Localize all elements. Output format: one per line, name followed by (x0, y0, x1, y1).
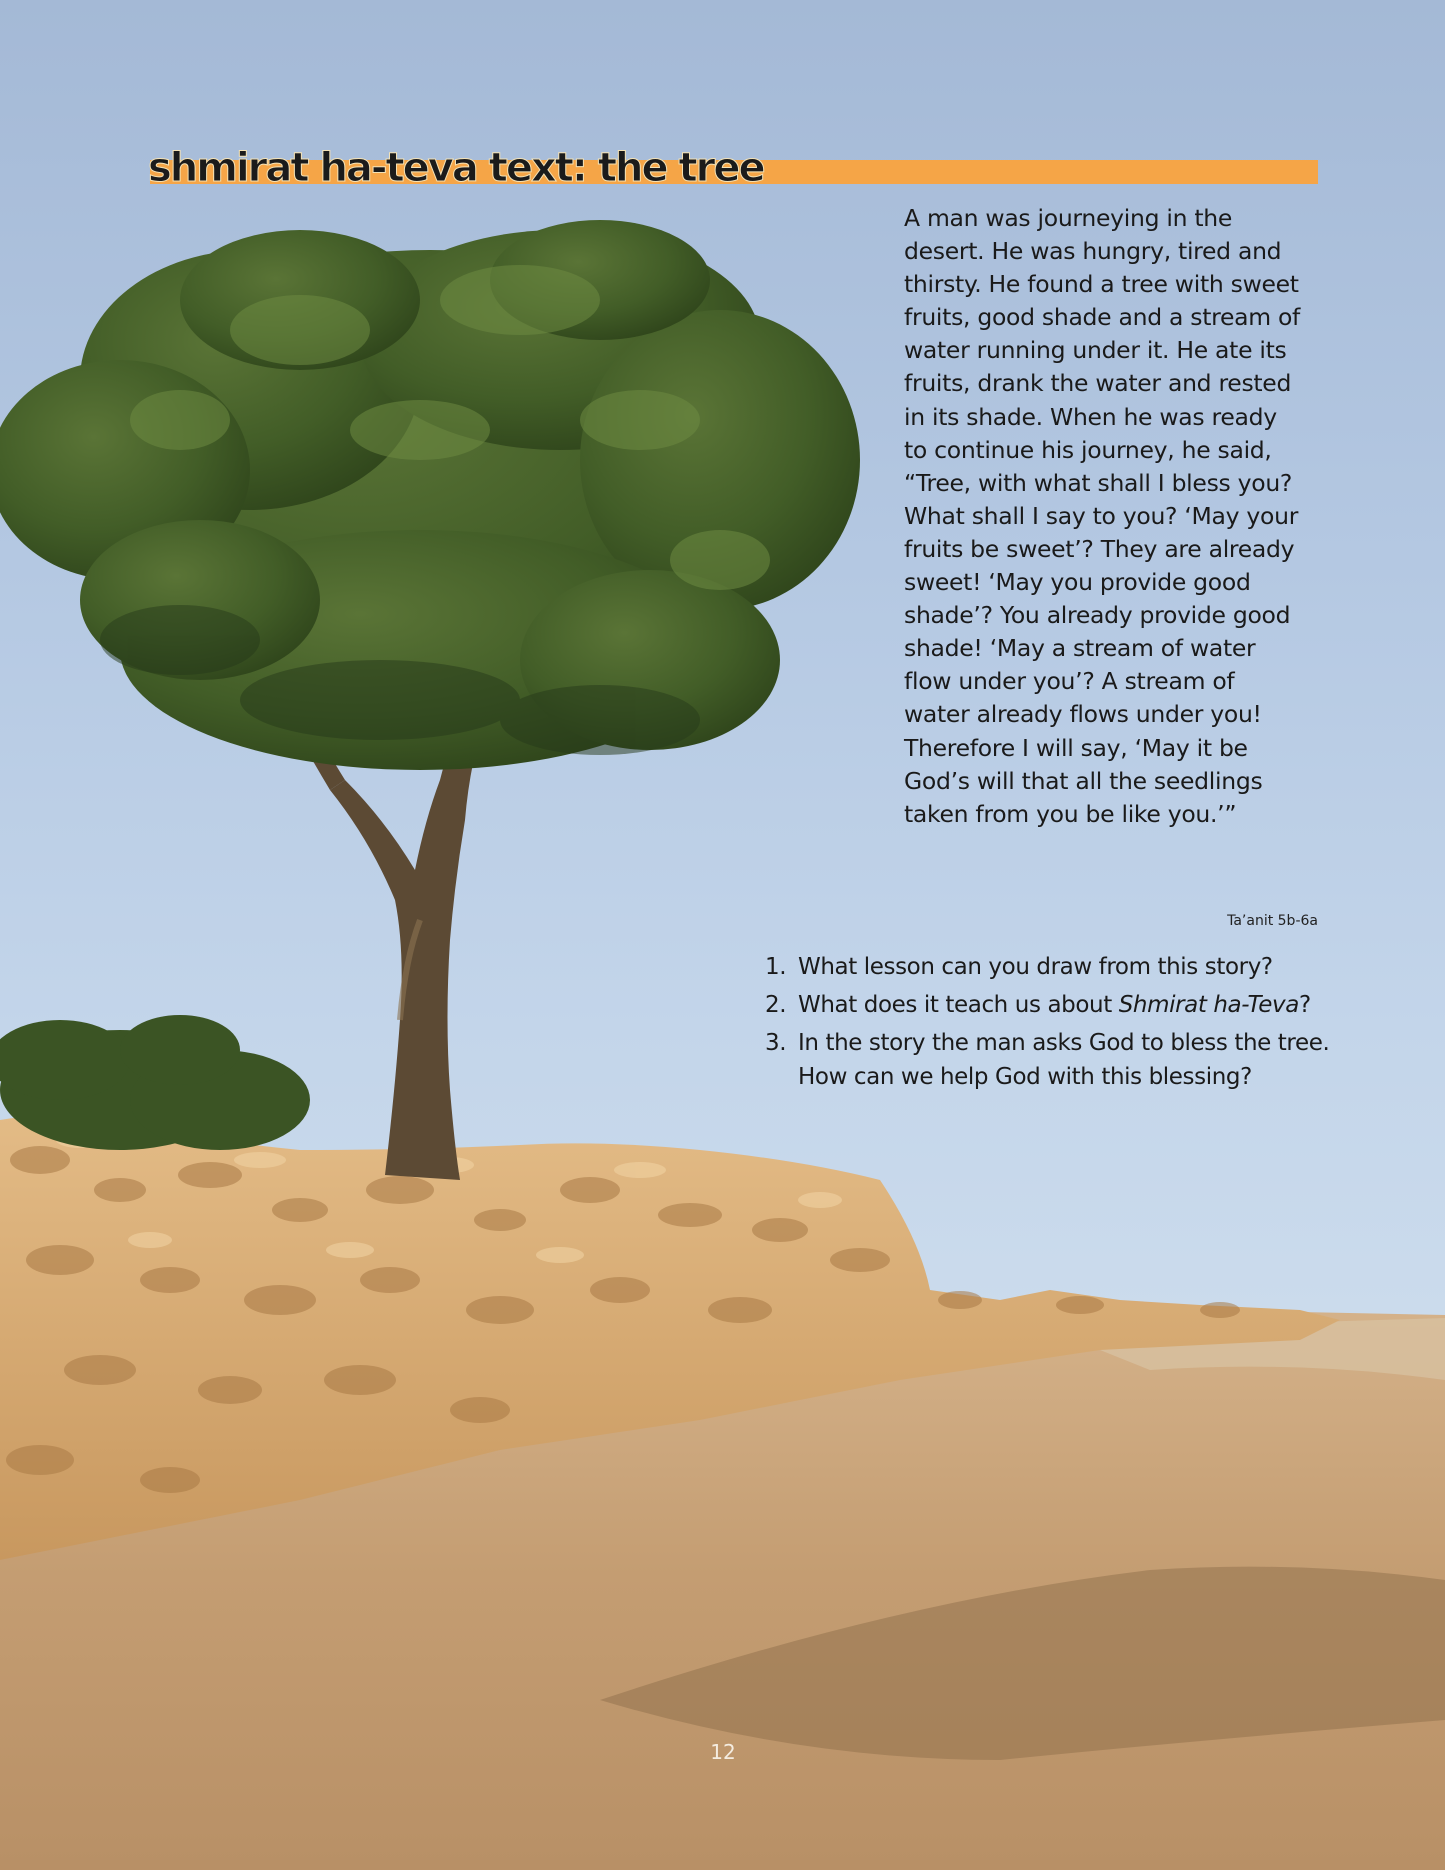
question-text-start: What does it teach us about (798, 992, 1119, 1018)
question-number: 1. (765, 954, 787, 980)
question-text: What lesson can you draw from this story? (798, 954, 1273, 980)
question-emphasis: Shmirat ha-Teva (1118, 992, 1299, 1018)
bush (0, 1015, 310, 1150)
question-item (762, 950, 1342, 984)
question-text: In the story the man asks God to bless the tree. How can we help God with this blessing? (798, 1030, 1330, 1090)
story-text: A man was journeying in the desert. He was hungry, tired and thirsty. He found a tree with sweet fruits, good shade and a stream of water running under it. He ate its fruits, drank the water and rested in its shade. When he was ready to continue his journey, he said, “Tree, with what shall I bless you? What shall I say to you? ‘May your fruits be sweet’? They are already sweet! ‘May you provide good shade’? You already provide good shade! ‘May a stream of water flow under you’? A stream of water already flows under you! Therefore I will say, ‘May it be God’s will that all the seedlings taken from you be like you.’” (904, 204, 1301, 828)
question-text-end: ? (1298, 992, 1311, 1018)
question-number: 3. (765, 1030, 787, 1056)
source-citation: Ta’anit 5b-6a (1227, 913, 1318, 929)
tree-trunk (330, 700, 488, 1180)
question-text (798, 992, 1311, 1018)
question-list (762, 950, 1342, 1098)
question-item (762, 988, 1342, 1022)
page-title: shmirat ha-teva text: the tree (148, 145, 764, 191)
question-item (762, 1026, 1342, 1094)
page-number: 12 (710, 1740, 736, 1764)
question-number: 2. (765, 992, 787, 1018)
